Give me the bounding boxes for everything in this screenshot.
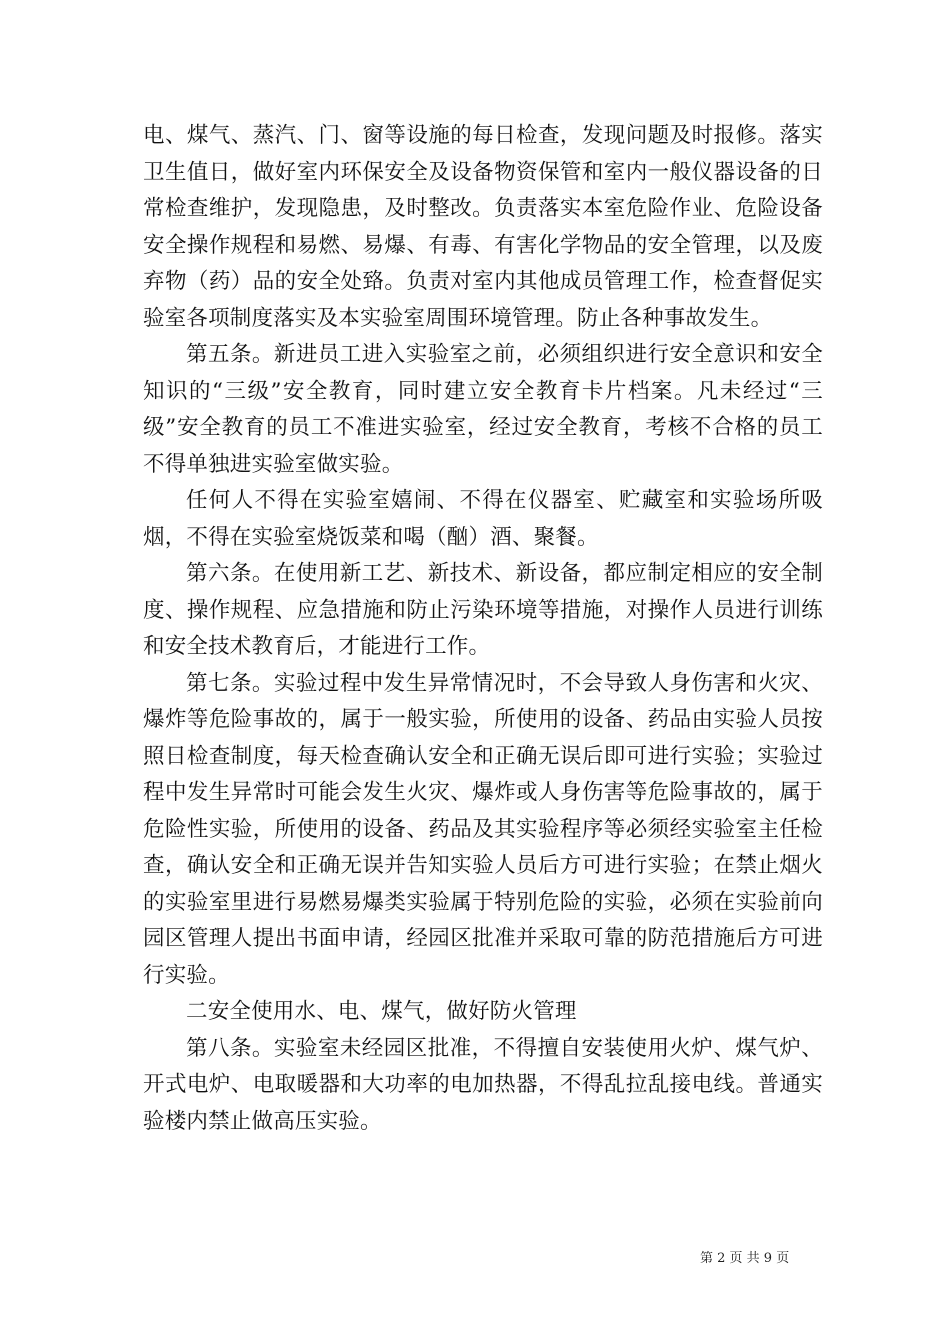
paragraph-article-5: 第五条。新进员工进入实验室之前，必须组织进行安全意识和安全知识的“三级”安全教育，同时建立安全教育卡片档案。凡未经过“三级”安全教育的员工不准进实验室，经过安全教育，考核不合格的员工不得单独进实验室做实验。 <box>143 342 823 477</box>
paragraph-continuation: 电、煤气、蒸汽、门、窗等设施的每日检查，发现问题及时报修。落实卫生值日，做好室内环保安全及设备物资保管和室内一般仪器设备的日常检查维护，发现隐患，及时整改。负责落实本室危险作业、危险设备安全操作规程和易燃、易爆、有毒、有害化学物品的安全管理，以及废弃物（药）品的安全处臵。负责对室内其他成员管理工作，检查督促实验室各项制度落实及本实验室周围环境管理。防止各种事故发生。 <box>143 123 823 331</box>
section-heading-fire-safety: 二安全使用水、电、煤气，做好防火管理 <box>186 999 577 1024</box>
paragraph-article-6: 第六条。在使用新工艺、新技术、新设备，都应制定相应的安全制度、操作规程、应急措施和防止污染环境等措施，对操作人员进行训练和安全技术教育后，才能进行工作。 <box>143 561 823 659</box>
document-body <box>143 118 823 1140</box>
paragraph-no-smoking: 任何人不得在实验室嬉闹、不得在仪器室、贮藏室和实验场所吸烟，不得在实验室烧饭菜和喝（酗）酒、聚餐。 <box>143 488 823 550</box>
paragraph-article-8: 第八条。实验室未经园区批准，不得擅自安装使用火炉、煤气炉、开式电炉、电取暖器和大功率的电加热器，不得乱拉乱接电线。普通实验楼内禁止做高压实验。 <box>143 1035 823 1134</box>
paragraph-article-7: 第七条。实验过程中发生异常情况时，不会导致人身伤害和火灾、爆炸等危险事故的，属于一般实验，所使用的设备、药品由实验人员按照日检查制度，每天检查确认安全和正确无误后即可进行实验；实验过程中发生异常时可能会发生火灾、爆炸或人身伤害等危险事故的，属于危险性实验，所使用的设备、药品及其实验程序等必须经实验室主任检查，确认安全和正确无误并告知实验人员后方可进行实验；在禁止烟火的实验室里进行易燃易爆类实验属于特别危险的实验，必须在实验前向园区管理人提出书面申请，经园区批准并采取可靠的防范措施后方可进行实验。 <box>143 670 823 988</box>
page-number-footer: 第 2 页 共 9 页 <box>700 1251 790 1266</box>
